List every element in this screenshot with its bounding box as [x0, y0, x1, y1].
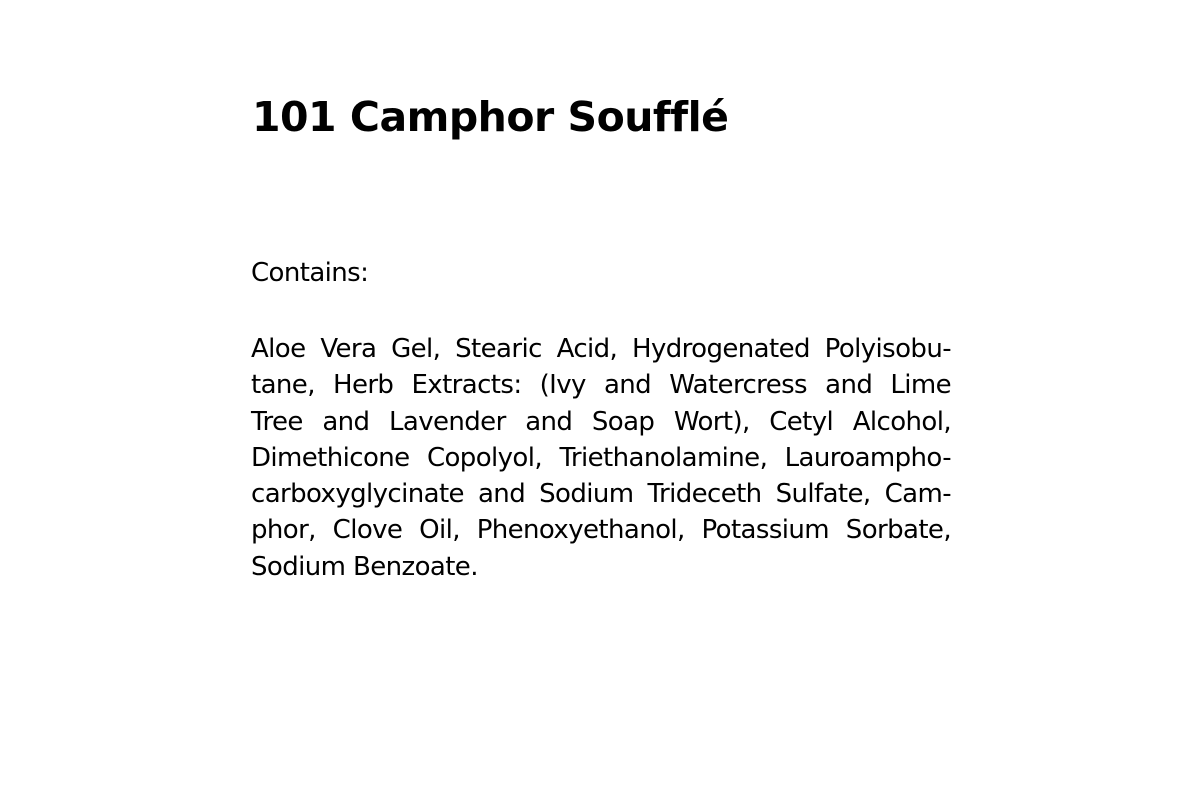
contains-label: Contains: — [251, 258, 369, 288]
ingredient-line: Sodium Benzoate. — [251, 551, 478, 582]
ingredient-line: carboxyglycinate and Sodium Trideceth Sulfate, Cam- — [251, 479, 951, 510]
ingredient-line: phor, Clove Oil, Phenoxyethanol, Potassium Sorbate, — [251, 515, 951, 546]
ingredient-line: Aloe Vera Gel, Stearic Acid, Hydrogenated Polyisobu- — [251, 334, 951, 364]
ingredient-line: Tree and Lavender and Soap Wort), Cetyl Alcohol, — [251, 406, 951, 437]
ingredient-line: tane, Herb Extracts: (Ivy and Watercress and Lime — [251, 370, 951, 401]
product-title: 101 Camphor Soufflé — [252, 93, 729, 141]
ingredients-list — [251, 331, 951, 585]
ingredient-line: Dimethicone Copolyol, Triethanolamine, Lauroampho- — [251, 442, 951, 473]
